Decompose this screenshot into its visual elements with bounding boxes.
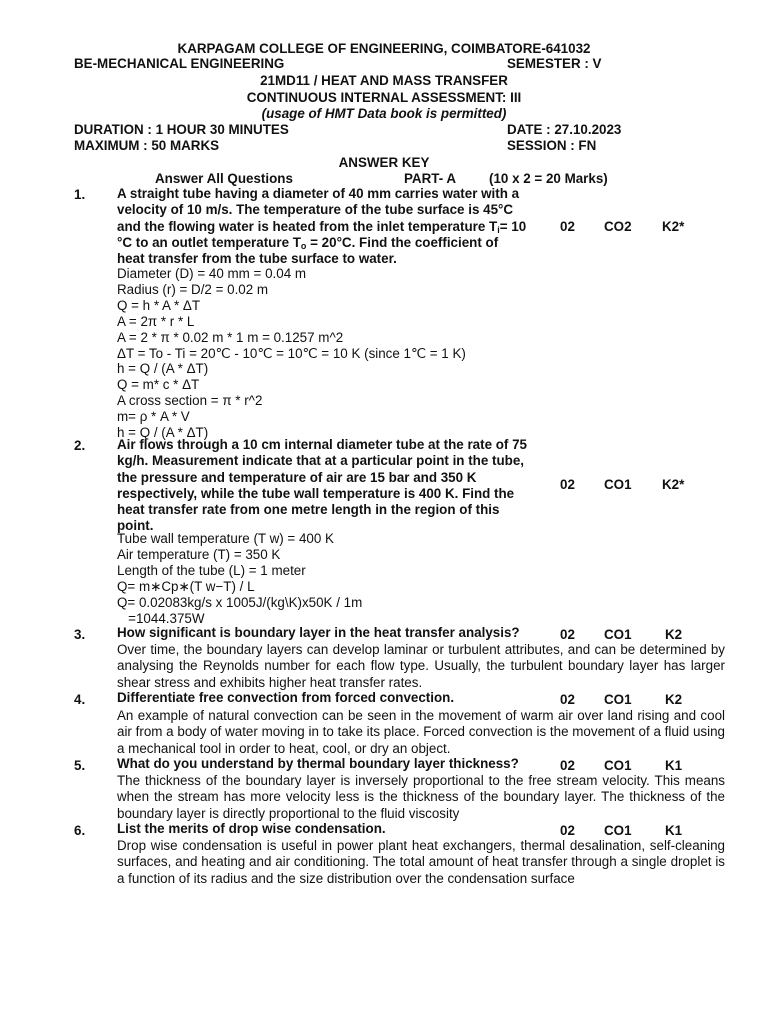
question-number: 3. bbox=[74, 627, 86, 642]
duration: DURATION : 1 HOUR 30 MINUTES bbox=[74, 122, 289, 137]
knowledge-level: K2* bbox=[662, 219, 685, 234]
question-number: 6. bbox=[74, 823, 86, 838]
answer-line: A = 2 * π * 0.02 m * 1 m = 0.1257 m^2 bbox=[117, 329, 344, 345]
question-text bbox=[117, 437, 541, 535]
question-line: the pressure and temperature of air are 15 bar and 350 K bbox=[117, 469, 477, 485]
marks: 02 bbox=[560, 758, 575, 773]
answer-line: Length of the tube (L) = 1 meter bbox=[117, 562, 306, 578]
knowledge-level: K2 bbox=[665, 692, 683, 707]
question-line: Air flows through a 10 cm internal diameter tube at the rate of 75 bbox=[117, 437, 527, 452]
answer-line: Q = m* c * ΔT bbox=[117, 377, 200, 393]
question-line: point. bbox=[117, 518, 154, 534]
question-text: What do you understand by thermal boundary layer thickness? bbox=[117, 756, 519, 771]
course-outcome: CO1 bbox=[604, 823, 632, 838]
course-outcome: CO1 bbox=[604, 758, 632, 773]
marks: 02 bbox=[560, 627, 575, 642]
course-outcome: CO1 bbox=[604, 477, 632, 492]
knowledge-level: K2* bbox=[662, 477, 685, 492]
knowledge-level: K1 bbox=[665, 823, 683, 838]
answer-paragraph: An example of natural convection can be seen in the movement of warm air over land rising and cool air from a body of water moving in to take its place. Forced convection is the movement of a fluid using a mechanical tool in order to heat, cool, or dry an object. bbox=[117, 708, 725, 756]
answer-line: A cross section = π * r^2 bbox=[117, 393, 263, 409]
question-text: List the merits of drop wise condensation. bbox=[117, 821, 386, 836]
answer-block bbox=[117, 531, 362, 626]
question-line: kg/h. Measurement indicate that at a particular point in the tube, bbox=[117, 453, 524, 469]
answer-line: Diameter (D) = 40 mm = 0.04 m bbox=[117, 266, 307, 281]
question-line: velocity of 10 m/s. The temperature of the tube surface is 45°C bbox=[117, 202, 514, 218]
semester: SEMESTER : V bbox=[507, 56, 602, 71]
question-text: Differentiate free convection from forced convection. bbox=[117, 690, 455, 705]
answer-line: m= ρ * A * V bbox=[117, 409, 190, 425]
question-line: A straight tube having a diameter of 40 mm carries water with a bbox=[117, 186, 520, 201]
question-line: heat transfer rate from one metre length in the region of this bbox=[117, 502, 500, 518]
answer-paragraph: Drop wise condensation is useful in power plant heat exchangers, thermal desalination, self-cleaning surfaces, and heating and air conditioning. The total amount of heat transfer through a single droplet is a function of its radius and the size distribution over the condensation surface bbox=[117, 838, 725, 886]
answer-line: Air temperature (T) = 350 K bbox=[117, 546, 281, 562]
course-outcome: CO2 bbox=[604, 219, 632, 234]
course-title: 21MD11 / HEAT AND MASS TRANSFER bbox=[260, 73, 508, 88]
answer-line: Q= m∗Cp∗(T w−T) / L bbox=[117, 578, 255, 594]
question-number: 5. bbox=[74, 758, 86, 773]
question-line: °C to an outlet temperature $T_o = 20^\circ C$. Find the coefficient of bbox=[117, 234, 499, 251]
marks: 02 bbox=[560, 477, 575, 492]
assessment-title: CONTINUOUS INTERNAL ASSESSMENT: III bbox=[246, 90, 522, 105]
maximum-marks: MAXIMUM : 50 MARKS bbox=[74, 138, 220, 153]
question-number: 1. bbox=[74, 187, 86, 202]
answer-line: ΔT = To - Ti = 20℃ - 10℃ = 10℃ = 10 K (since 1℃ = 1 K) bbox=[117, 345, 466, 361]
answer-line: A = 2π * r * L bbox=[117, 313, 195, 329]
answer-line: h = Q / (A * ΔT) bbox=[117, 425, 209, 441]
answer-line: Radius (r) = D/2 = 0.02 m bbox=[117, 281, 269, 297]
part-label: PART- A bbox=[404, 171, 457, 186]
answer-line: Tube wall temperature (T w) = 400 K bbox=[117, 531, 334, 546]
question-number: 2. bbox=[74, 438, 86, 453]
college-name: KARPAGAM COLLEGE OF ENGINEERING, COIMBATORE-641032 bbox=[177, 41, 591, 56]
marks-scheme: (10 x 2 = 20 Marks) bbox=[489, 171, 608, 186]
marks: 02 bbox=[560, 823, 575, 838]
databook-note: (usage of HMT Data book is permitted) bbox=[261, 106, 507, 121]
marks: 02 bbox=[560, 219, 575, 234]
answer-paragraph: Over time, the boundary layers can develop laminar or turbulent attributes, and can be determined by analysing the Reynolds number for each flow type. Usually, the turbulent boundary layer has larger shear stress and exhibits higher heat transfer rates. bbox=[117, 642, 725, 690]
exam-date: DATE : 27.10.2023 bbox=[507, 122, 622, 137]
question-number: 4. bbox=[74, 692, 86, 707]
question-line: respectively, while the tube wall temperature is 400 K. Find the bbox=[117, 485, 515, 501]
answer-key-title: ANSWER KEY bbox=[338, 155, 430, 170]
instruction: Answer All Questions bbox=[155, 171, 293, 186]
answer-paragraph: The thickness of the boundary layer is inversely proportional to the free stream velocity. This means when the stream has more velocity less is the thickness of the boundary layer. The thickness of the boundary layer is directly proportional to the fluid viscosity bbox=[117, 773, 725, 821]
course-outcome: CO1 bbox=[604, 692, 632, 707]
knowledge-level: K1 bbox=[665, 758, 683, 773]
marks: 02 bbox=[560, 692, 575, 707]
knowledge-level: K2 bbox=[665, 627, 683, 642]
answer-line: Q= 0.02083kg/s x 1005J/(kg\K)x50K / 1m bbox=[117, 594, 363, 610]
course-outcome: CO1 bbox=[604, 627, 632, 642]
question-line: heat transfer from the tube surface to water. bbox=[117, 251, 397, 267]
question-text bbox=[117, 186, 541, 267]
question-text: How significant is boundary layer in the heat transfer analysis? bbox=[117, 625, 520, 640]
answer-block bbox=[117, 266, 466, 441]
answer-line: =1044.375W bbox=[117, 610, 205, 626]
answer-line: Q = h * A * ΔT bbox=[117, 297, 201, 313]
session: SESSION : FN bbox=[507, 138, 597, 153]
question-line: and the flowing water is heated from the inlet temperature $T_i= 10$ bbox=[117, 218, 527, 235]
answer-line: h = Q / (A * ΔT) bbox=[117, 361, 209, 377]
department: BE-MECHANICAL ENGINEERING bbox=[74, 56, 285, 71]
